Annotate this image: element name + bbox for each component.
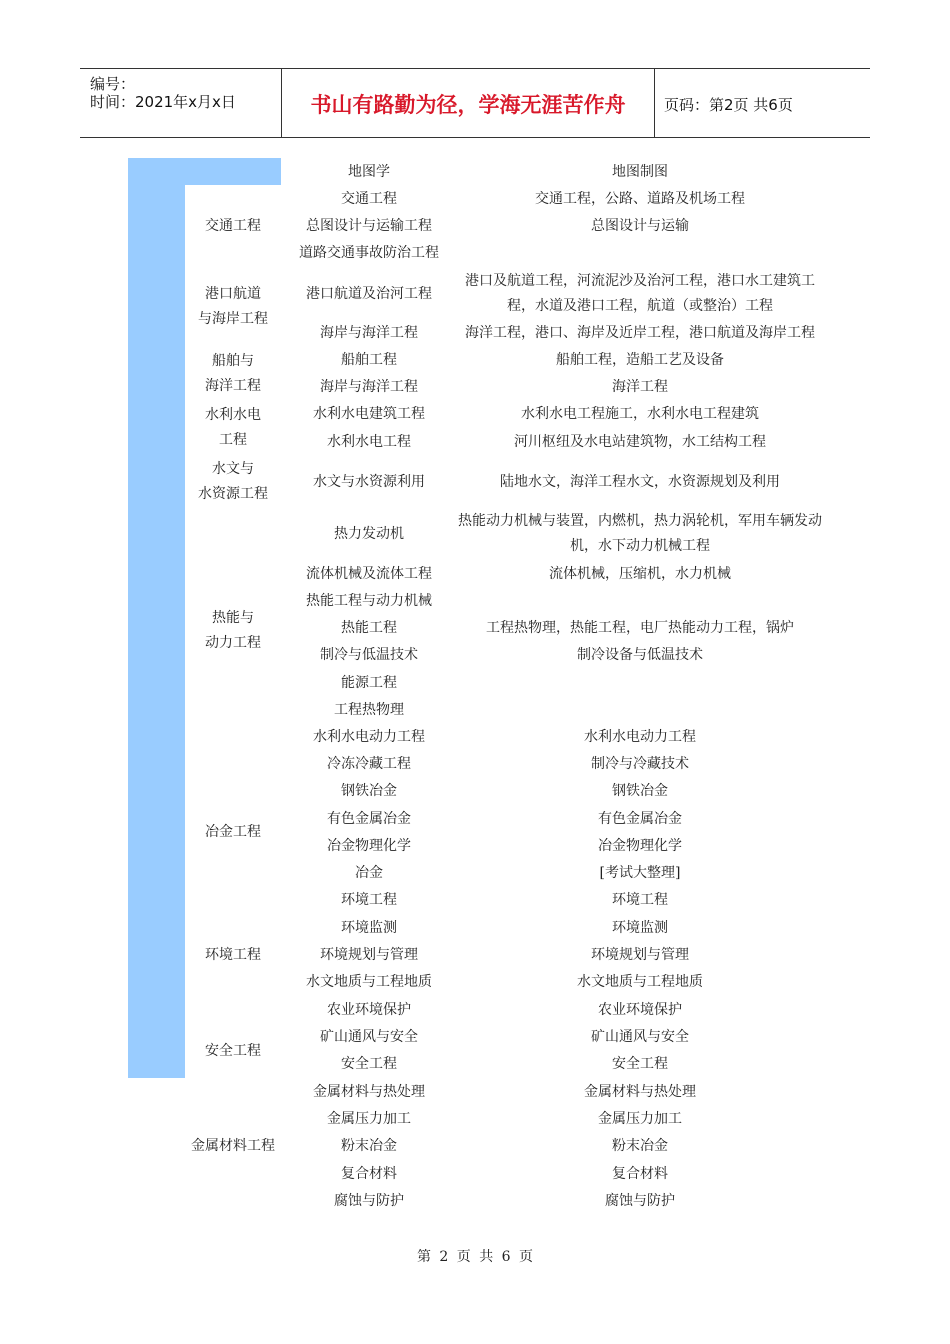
major-name: 总图设计与运输工程: [306, 218, 432, 234]
category-label: 冶金工程: [205, 824, 261, 840]
category-label: 交通工程: [205, 218, 261, 234]
category-label: 港口航道: [205, 286, 261, 302]
old-major-names: 海洋工程: [612, 379, 668, 395]
major-name: 海岸与海洋工程: [320, 325, 418, 341]
category-label: 水资源工程: [198, 486, 268, 502]
category-label: 工程: [219, 432, 247, 448]
old-major-names: 水文地质与工程地质: [577, 974, 703, 990]
old-major-names: 总图设计与运输: [591, 218, 689, 234]
major-name: 水利水电动力工程: [313, 729, 425, 745]
old-major-names: 粉末冶金: [612, 1138, 668, 1154]
major-name: 冶金物理化学: [327, 838, 411, 854]
major-name: 有色金属冶金: [327, 811, 411, 827]
major-name: 交通工程: [341, 191, 397, 207]
category-label: 环境工程: [205, 947, 261, 963]
major-name: 金属压力加工: [327, 1111, 411, 1127]
header-time-label: 时间：2021年x月x日: [90, 93, 236, 111]
old-major-names: 钢铁冶金: [612, 783, 668, 799]
old-major-names: 冶金物理化学: [598, 838, 682, 854]
old-major-names: 制冷与冷藏技术: [591, 756, 689, 772]
old-major-names: 矿山通风与安全: [591, 1029, 689, 1045]
old-major-names: 安全工程: [612, 1056, 668, 1072]
major-name: 流体机械及流体工程: [306, 566, 432, 582]
old-major-names: 制冷设备与低温技术: [577, 647, 703, 663]
footer-page-number: 2: [439, 1249, 449, 1265]
old-major-names: 环境监测: [612, 920, 668, 936]
major-name: 水文地质与工程地质: [306, 974, 432, 990]
old-major-names: 工程热物理，热能工程，电厂热能动力工程，锅炉: [486, 620, 794, 636]
major-name: 环境工程: [341, 892, 397, 908]
footer-di: 第: [416, 1249, 431, 1265]
page-header: [80, 68, 870, 138]
major-name: 港口航道及治河工程: [306, 286, 432, 302]
old-major-names: 农业环境保护: [598, 1002, 682, 1018]
major-name: 能源工程: [341, 675, 397, 691]
footer-gong: 共: [479, 1249, 494, 1265]
header-number-label: 编号：: [90, 75, 136, 93]
old-major-names: 腐蚀与防护: [605, 1193, 675, 1209]
footer-total-pages: 6: [501, 1249, 511, 1265]
category-label: 水文与: [212, 461, 254, 477]
major-name: 环境规划与管理: [320, 947, 418, 963]
major-name: 水利水电工程: [327, 434, 411, 450]
old-major-names: 热能动力机械与装置，内燃机，热力涡轮机，军用车辆发动机，水下动力机械工程: [458, 513, 822, 554]
major-name: 道路交通事故防治工程: [299, 245, 439, 261]
category-label: 与海岸工程: [198, 311, 268, 327]
category-label: 船舶与: [212, 353, 254, 369]
old-major-names: 金属材料与热处理: [584, 1084, 696, 1100]
category-label: 海洋工程: [205, 378, 261, 394]
major-name: 地图学: [348, 164, 390, 180]
decorative-blue-bar-top: [185, 158, 281, 185]
header-page-label: 页码：第2页 共6页: [664, 96, 793, 114]
footer-ye: 页: [519, 1249, 534, 1265]
old-major-names: 水利水电动力工程: [584, 729, 696, 745]
category-label: 动力工程: [205, 635, 261, 651]
major-name: 热力发动机: [334, 526, 404, 542]
category-label: 水利水电: [205, 407, 261, 423]
major-name: 冶金: [355, 865, 383, 881]
old-major-names: 金属压力加工: [598, 1111, 682, 1127]
major-name: 钢铁冶金: [341, 783, 397, 799]
major-name: 热能工程与动力机械: [306, 593, 432, 609]
old-major-names: 交通工程，公路、道路及机场工程: [535, 191, 745, 207]
major-name: 制冷与低温技术: [320, 647, 418, 663]
major-name: 农业环境保护: [327, 1002, 411, 1018]
old-major-names: 水利水电工程施工，水利水电工程建筑: [521, 406, 759, 422]
category-label: 安全工程: [205, 1043, 261, 1059]
major-name: 冷冻冷藏工程: [327, 756, 411, 772]
old-major-names: 船舶工程，造船工艺及设备: [556, 352, 724, 368]
header-motto: 书山有路勤为径，学海无涯苦作舟: [310, 93, 626, 117]
major-name: 海岸与海洋工程: [320, 379, 418, 395]
category-label: 金属材料工程: [191, 1138, 275, 1154]
category-label: 热能与: [212, 610, 254, 626]
major-name: 金属材料与热处理: [313, 1084, 425, 1100]
old-major-names: 港口及航道工程，河流泥沙及治河工程，港口水工建筑工程，水道及港口工程，航道（或整治）工程: [465, 273, 815, 314]
source-note: [考试大整理]: [599, 865, 681, 881]
major-name: 安全工程: [341, 1056, 397, 1072]
major-name: 工程热物理: [334, 702, 404, 718]
major-name: 热能工程: [341, 620, 397, 636]
old-major-names: 流体机械，压缩机，水力机械: [549, 566, 731, 582]
header-divider: [654, 69, 655, 137]
decorative-blue-bar: [128, 158, 185, 1078]
old-major-names: 地图制图: [612, 164, 668, 180]
major-name: 船舶工程: [341, 352, 397, 368]
page-footer: [0, 1246, 950, 1266]
old-major-names: 海洋工程，港口、海岸及近岸工程，港口航道及海岸工程: [465, 325, 815, 341]
major-name: 水文与水资源利用: [313, 474, 425, 490]
old-major-names: 有色金属冶金: [598, 811, 682, 827]
old-major-names: 环境规划与管理: [591, 947, 689, 963]
major-name: 粉末冶金: [341, 1138, 397, 1154]
major-name: 水利水电建筑工程: [313, 406, 425, 422]
major-name: 复合材料: [341, 1166, 397, 1182]
old-major-names: 环境工程: [612, 892, 668, 908]
major-name: 腐蚀与防护: [334, 1193, 404, 1209]
footer-ye: 页: [456, 1249, 471, 1265]
old-major-names: 陆地水文，海洋工程水文，水资源规划及利用: [500, 474, 780, 490]
major-name: 环境监测: [341, 920, 397, 936]
old-major-names: 复合材料: [612, 1166, 668, 1182]
old-major-names: 河川枢纽及水电站建筑物，水工结构工程: [514, 434, 766, 450]
major-name: 矿山通风与安全: [320, 1029, 418, 1045]
